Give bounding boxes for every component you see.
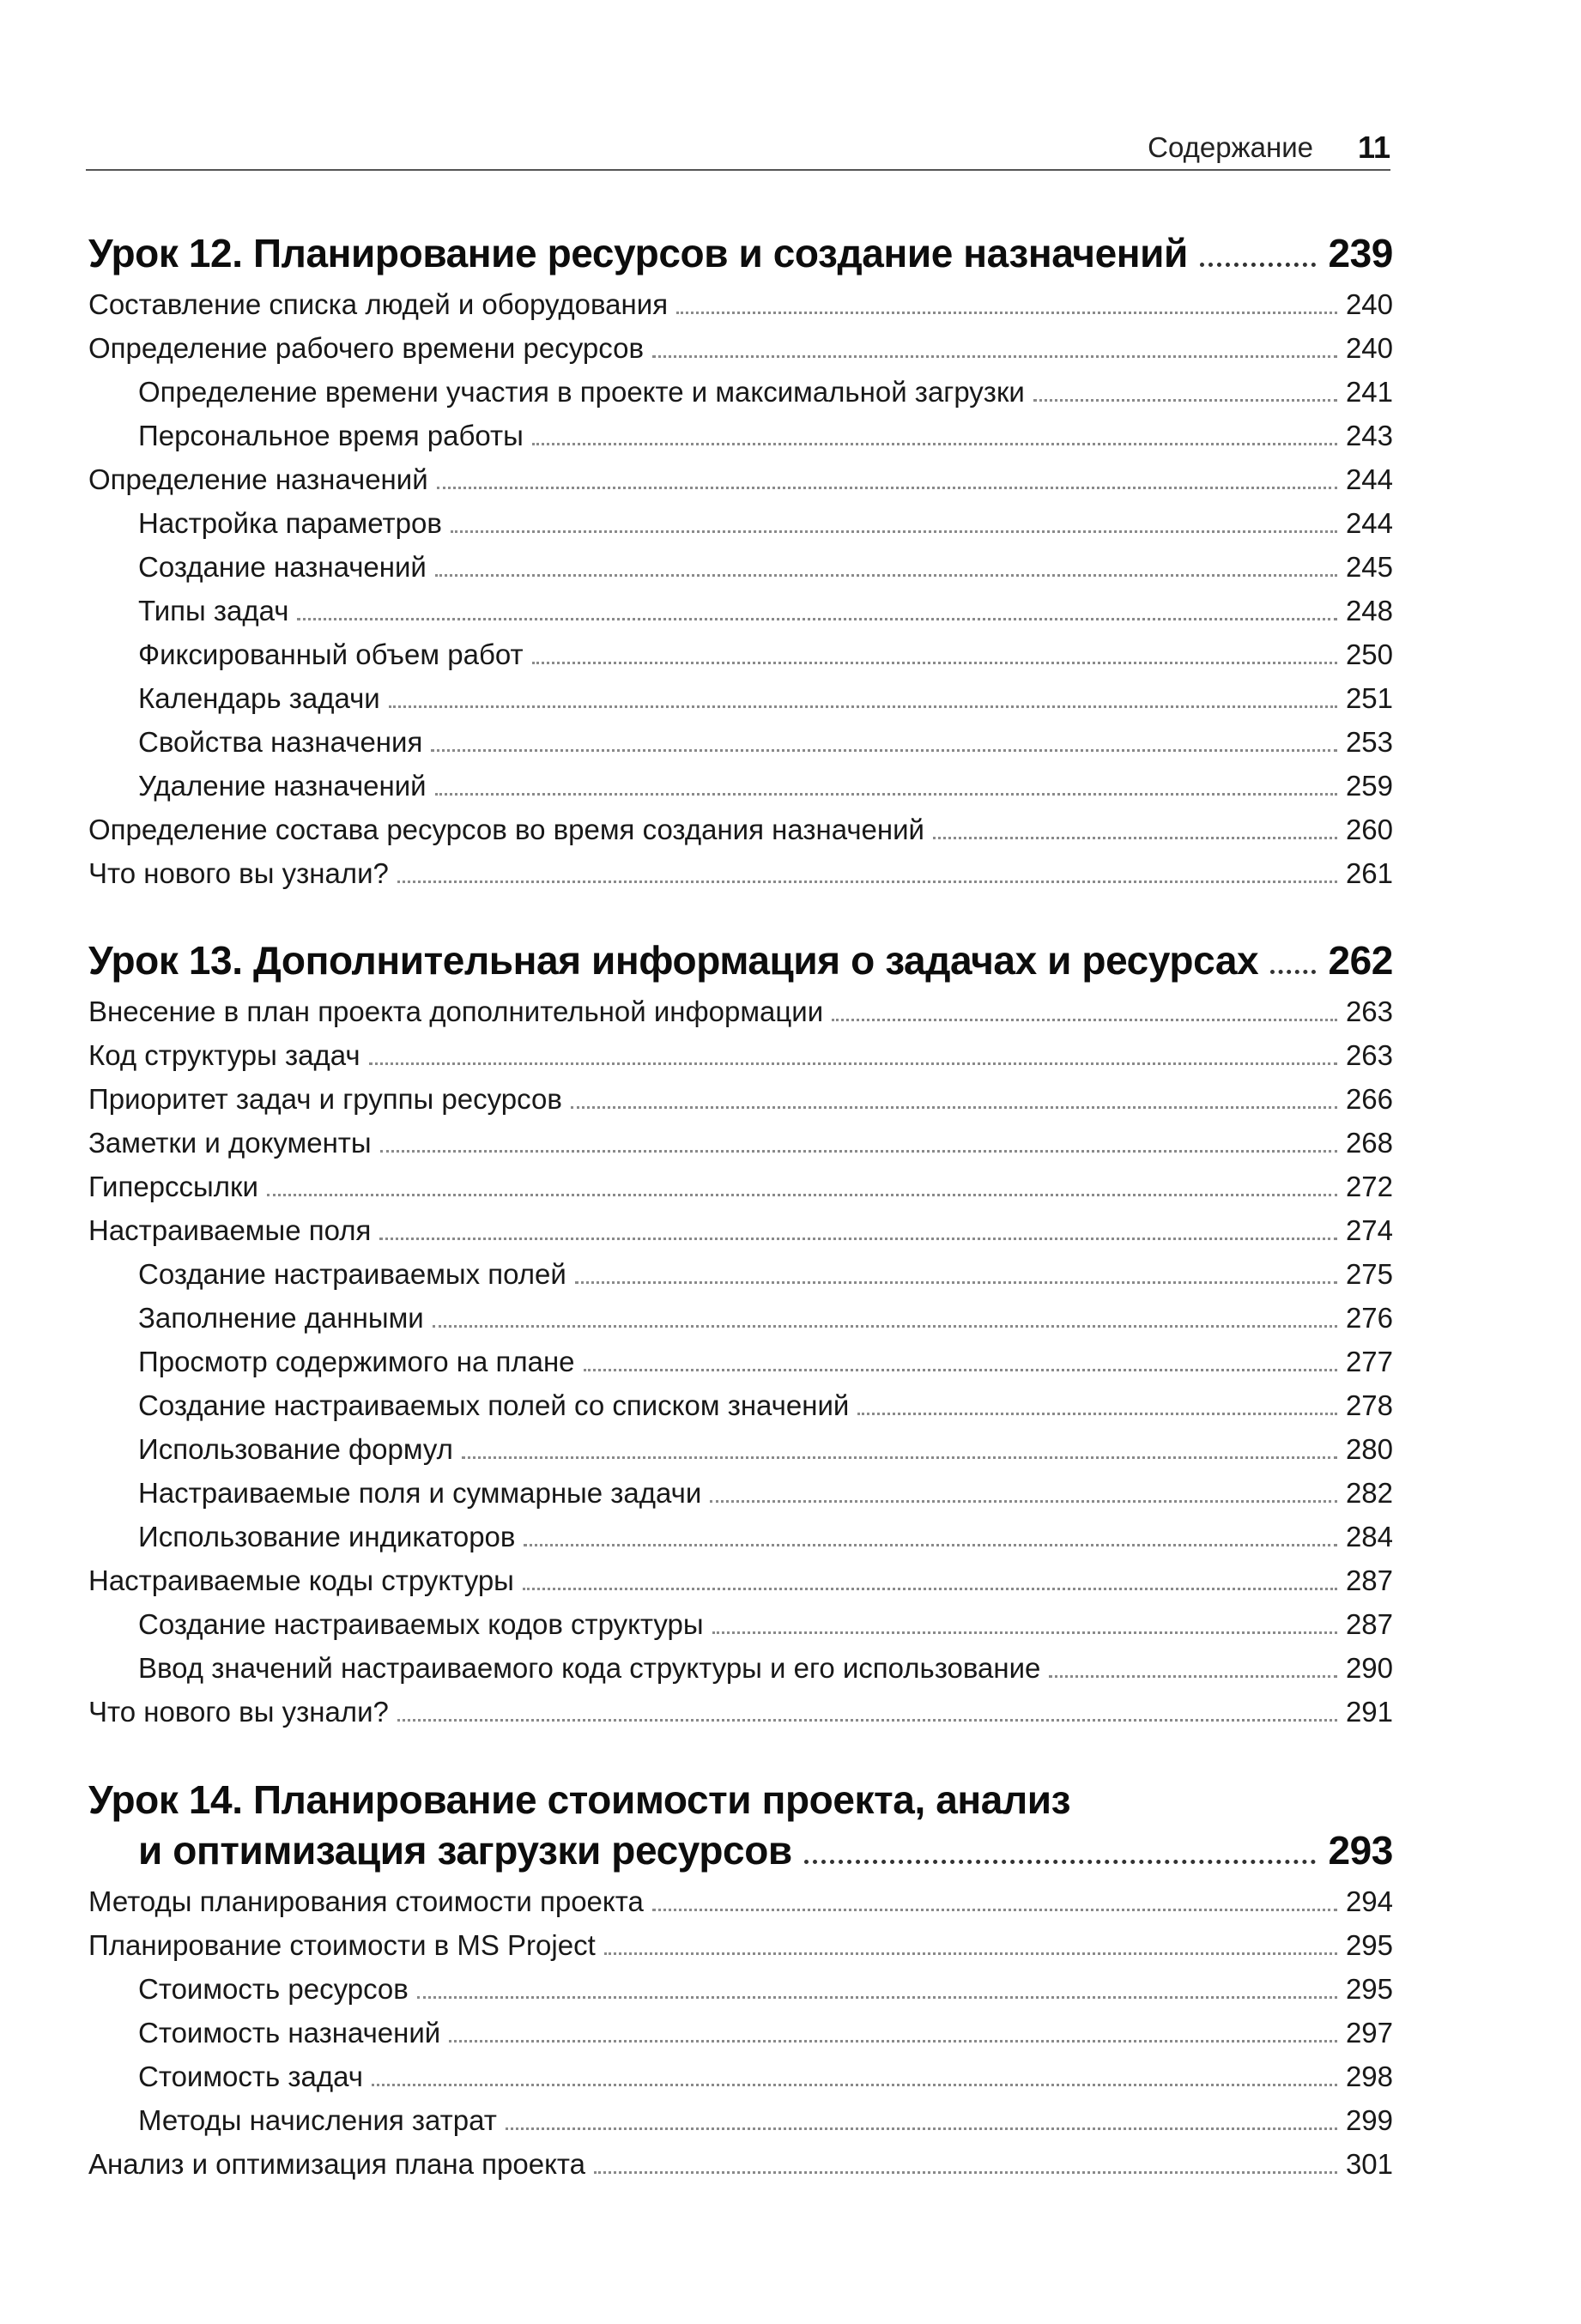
dot-leader — [594, 2171, 1337, 2174]
dot-leader — [604, 1952, 1337, 1955]
entry-page: 240 — [1345, 332, 1393, 364]
dot-leader — [712, 1631, 1337, 1634]
entry-title: Удаление назначений — [138, 770, 427, 802]
entry-page: 260 — [1345, 814, 1393, 845]
entry-page: 297 — [1345, 2017, 1393, 2049]
chapter-page: 239 — [1328, 231, 1393, 275]
entry-title: Настройка параметров — [138, 507, 442, 539]
dot-leader — [571, 1106, 1337, 1109]
entry-page: 245 — [1345, 551, 1393, 583]
entry-page: 287 — [1345, 1608, 1393, 1640]
dot-leader — [584, 1369, 1337, 1371]
entry-title: Персональное время работы — [138, 420, 524, 451]
toc-subentry — [88, 501, 1393, 545]
entry-title: Определение рабочего времени ресурсов — [88, 332, 644, 364]
toc-entry — [88, 1121, 1393, 1165]
entry-page: 284 — [1345, 1521, 1393, 1552]
toc-subentry — [88, 370, 1393, 414]
dot-leader — [379, 1238, 1337, 1240]
toc-entry — [88, 1690, 1393, 1734]
toc-entry — [88, 1208, 1393, 1252]
dot-leader — [532, 443, 1337, 445]
dot-leader — [523, 1588, 1337, 1590]
table-of-contents — [88, 227, 1393, 2186]
toc-subentry — [88, 545, 1393, 589]
entry-title: Гиперссылки — [88, 1171, 258, 1202]
dot-leader — [451, 530, 1337, 533]
entry-title: Определение состава ресурсов во время создания назначений — [88, 814, 924, 845]
toc-subentry — [88, 589, 1393, 632]
dot-leader — [372, 2084, 1337, 2086]
chapter-title-line-2: и оптимизация загрузки ресурсов — [138, 1828, 792, 1873]
dot-leader — [267, 1194, 1337, 1196]
entry-page: 261 — [1345, 857, 1393, 889]
toc-subentry — [88, 1515, 1393, 1558]
entry-page: 299 — [1345, 2104, 1393, 2136]
toc-entry — [88, 1879, 1393, 1923]
entry-page: 259 — [1345, 770, 1393, 802]
dot-leader — [532, 662, 1337, 664]
entry-title: Приоритет задач и группы ресурсов — [88, 1083, 562, 1115]
entry-page: 298 — [1345, 2061, 1393, 2092]
dot-leader — [1200, 263, 1317, 267]
toc-entry — [88, 1923, 1393, 1967]
entry-title: Определение назначений — [88, 463, 428, 495]
chapter-heading — [88, 227, 1393, 279]
dot-leader — [397, 1719, 1337, 1722]
entry-title: Заметки и документы — [88, 1127, 372, 1159]
entry-page: 244 — [1345, 507, 1393, 539]
entry-title: Планирование стоимости в MS Project — [88, 1929, 596, 1961]
entry-page: 241 — [1345, 376, 1393, 408]
dot-leader — [435, 793, 1337, 796]
entry-page: 287 — [1345, 1564, 1393, 1596]
toc-entry — [88, 457, 1393, 501]
running-header-title: Содержание — [1148, 131, 1313, 163]
entry-page: 248 — [1345, 595, 1393, 626]
entry-title: Настраиваемые поля — [88, 1214, 372, 1246]
dot-leader — [397, 881, 1337, 883]
chapter-page: 293 — [1328, 1828, 1393, 1873]
dot-leader — [652, 1909, 1337, 1911]
dot-leader — [676, 312, 1337, 314]
entry-page: 250 — [1345, 638, 1393, 670]
dot-leader — [710, 1500, 1337, 1503]
entry-title: Что нового вы узнали? — [88, 857, 389, 889]
chapter-title-line-1: Урок 14. Планирование стоимости проекта, анализ — [88, 1777, 1071, 1822]
toc-subentry — [88, 2098, 1393, 2142]
entry-page: 240 — [1345, 288, 1393, 320]
toc-subentry — [88, 1340, 1393, 1383]
entry-title: Свойства назначения — [138, 726, 423, 758]
dot-leader — [575, 1281, 1337, 1284]
dot-leader — [652, 355, 1337, 358]
entry-title: Что нового вы узнали? — [88, 1696, 389, 1728]
toc-entry — [88, 851, 1393, 895]
dot-leader — [804, 1860, 1317, 1864]
toc-entry — [88, 1165, 1393, 1208]
page-number: 11 — [1357, 130, 1390, 165]
dot-leader — [380, 1150, 1337, 1153]
entry-title: Настраиваемые коды структуры — [88, 1564, 514, 1596]
entry-title: Заполнение данными — [138, 1302, 424, 1334]
entry-page: 295 — [1345, 1973, 1393, 2005]
entry-title: Ввод значений настраиваемого кода структуры и его использование — [138, 1652, 1041, 1684]
entry-page: 244 — [1345, 463, 1393, 495]
toc-entry — [88, 990, 1393, 1033]
entry-page: 251 — [1345, 682, 1393, 714]
dot-leader — [389, 705, 1337, 708]
toc-subentry — [88, 2011, 1393, 2055]
entry-page: 278 — [1345, 1389, 1393, 1421]
toc-subentry — [88, 1296, 1393, 1340]
toc-entry — [88, 1077, 1393, 1121]
entry-title: Настраиваемые поля и суммарные задачи — [138, 1477, 702, 1509]
dot-leader — [1270, 970, 1316, 974]
chapter-heading — [88, 1825, 1393, 1876]
entry-title: Анализ и оптимизация плана проекта — [88, 2148, 585, 2180]
entry-title: Создание назначений — [138, 551, 427, 583]
entry-title: Стоимость ресурсов — [138, 1973, 409, 2005]
chapter-12 — [88, 227, 1393, 895]
dot-leader — [1049, 1675, 1337, 1678]
dot-leader — [506, 2127, 1337, 2130]
chapter-13 — [88, 935, 1393, 1734]
entry-title: Создание настраиваемых полей — [138, 1258, 566, 1290]
toc-subentry — [88, 2055, 1393, 2098]
toc-subentry — [88, 1383, 1393, 1427]
entry-title: Стоимость назначений — [138, 2017, 441, 2049]
toc-entry — [88, 2142, 1393, 2186]
dot-leader — [933, 837, 1337, 839]
entry-title: Просмотр содержимого на плане — [138, 1346, 575, 1377]
toc-subentry — [88, 764, 1393, 808]
dot-leader — [417, 1996, 1337, 1999]
chapter-14 — [88, 1775, 1393, 2186]
toc-subentry — [88, 1252, 1393, 1296]
dot-leader — [462, 1456, 1337, 1459]
dot-leader — [449, 2040, 1337, 2043]
dot-leader — [832, 1019, 1337, 1021]
dot-leader — [857, 1413, 1337, 1415]
entry-page: 295 — [1345, 1929, 1393, 1961]
toc-entry — [88, 1558, 1393, 1602]
dot-leader — [433, 1325, 1337, 1328]
entry-title: Календарь задачи — [138, 682, 380, 714]
entry-title: Использование формул — [138, 1433, 453, 1465]
toc-subentry — [88, 1646, 1393, 1690]
toc-subentry — [88, 1427, 1393, 1471]
entry-page: 291 — [1345, 1696, 1393, 1728]
entry-title: Методы начисления затрат — [138, 2104, 497, 2136]
running-header — [86, 124, 1390, 171]
entry-title: Создание настраиваемых полей со списком значений — [138, 1389, 850, 1421]
entry-title: Определение времени участия в проекте и максимальной загрузки — [138, 376, 1025, 408]
toc-subentry — [88, 1967, 1393, 2011]
entry-page: 263 — [1345, 1039, 1393, 1071]
toc-entry — [88, 282, 1393, 326]
entry-title: Внесение в план проекта дополнительной информации — [88, 996, 824, 1027]
entry-page: 301 — [1345, 2148, 1393, 2180]
chapter-title: Урок 12. Планирование ресурсов и создание назначений — [88, 231, 1188, 275]
toc-subentry — [88, 676, 1393, 720]
entry-page: 272 — [1345, 1171, 1393, 1202]
entry-page: 243 — [1345, 420, 1393, 451]
entry-title: Фиксированный объем работ — [138, 638, 524, 670]
entry-title: Использование индикаторов — [138, 1521, 516, 1552]
entry-page: 294 — [1345, 1885, 1393, 1917]
entry-title: Составление списка людей и оборудования — [88, 288, 669, 320]
entry-page: 280 — [1345, 1433, 1393, 1465]
header-rule — [86, 169, 1390, 171]
toc-subentry — [88, 414, 1393, 457]
entry-title: Стоимость задач — [138, 2061, 363, 2092]
entry-page: 276 — [1345, 1302, 1393, 1334]
entry-title: Методы планирования стоимости проекта — [88, 1885, 644, 1917]
dot-leader — [369, 1062, 1337, 1065]
toc-subentry — [88, 632, 1393, 676]
dot-leader — [524, 1544, 1336, 1546]
toc-entry — [88, 1033, 1393, 1077]
entry-page: 253 — [1345, 726, 1393, 758]
entry-page: 282 — [1345, 1477, 1393, 1509]
toc-subentry — [88, 1471, 1393, 1515]
entry-title: Код структуры задач — [88, 1039, 360, 1071]
entry-page: 275 — [1345, 1258, 1393, 1290]
entry-title: Создание настраиваемых кодов структуры — [138, 1608, 704, 1640]
chapter-title: Урок 13. Дополнительная информация о задачах и ресурсах — [88, 938, 1259, 983]
toc-entry — [88, 808, 1393, 851]
entry-title: Типы задач — [138, 595, 289, 626]
toc-entry — [88, 326, 1393, 370]
entry-page: 268 — [1345, 1127, 1393, 1159]
toc-subentry — [88, 720, 1393, 764]
entry-page: 263 — [1345, 996, 1393, 1027]
chapter-page: 262 — [1328, 938, 1393, 983]
dot-leader — [297, 618, 1336, 620]
dot-leader — [435, 574, 1337, 577]
entry-page: 274 — [1345, 1214, 1393, 1246]
dot-leader — [431, 749, 1337, 752]
dot-leader — [437, 487, 1337, 489]
dot-leader — [1033, 399, 1337, 402]
toc-subentry — [88, 1602, 1393, 1646]
entry-page: 266 — [1345, 1083, 1393, 1115]
entry-page: 277 — [1345, 1346, 1393, 1377]
chapter-heading — [88, 935, 1393, 986]
entry-page: 290 — [1345, 1652, 1393, 1684]
